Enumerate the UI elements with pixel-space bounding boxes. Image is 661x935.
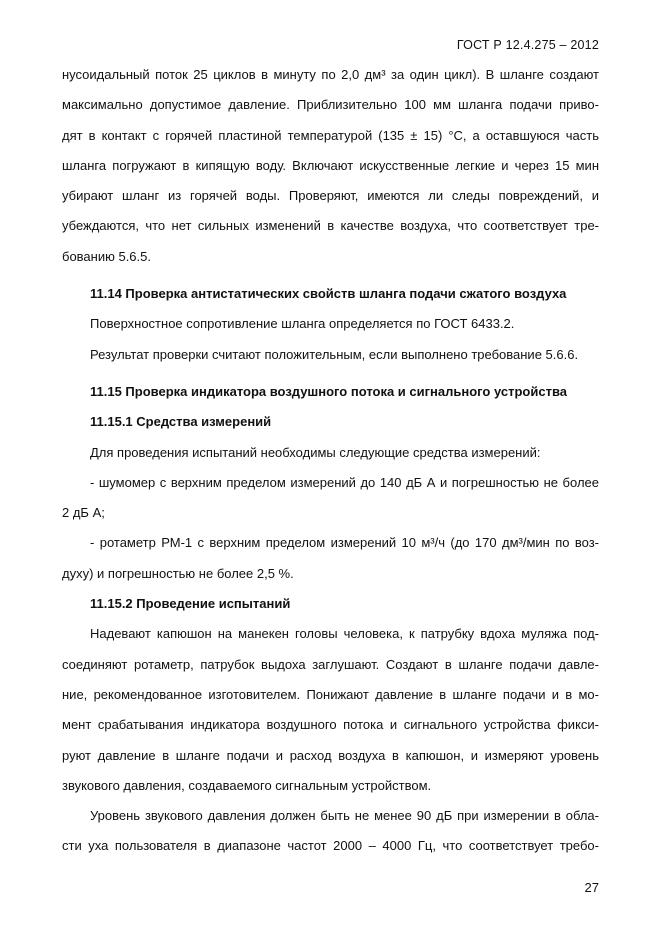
list-item-line: 2 дБ А;: [62, 505, 105, 521]
text-line: нусоидальный поток 25 циклов в минуту по 2,0 дм³ за один цикл). В шланге создают: [62, 67, 599, 82]
paragraph: Поверхностное сопротивление шланга определяется по ГОСТ 6433.2.: [90, 316, 515, 332]
section-heading-11-15: 11.15 Проверка индикатора воздушного потока и сигнального устройства: [90, 383, 567, 399]
document-code: ГОСТ Р 12.4.275 – 2012: [456, 38, 599, 52]
list-item-line: - ротаметр РМ-1 с верхним пределом измерений 10 м³/ч (до 170 дм³/мин по воз-: [90, 535, 599, 551]
subsection-heading-11-15-1: 11.15.1 Средства измерений: [90, 414, 272, 430]
subsection-heading-11-15-2: 11.15.2 Проведение испытаний: [90, 596, 291, 612]
text-line: соединяют ротаметр, патрубок выдоха заглушают. Создают в шланге подачи давле-: [62, 656, 599, 672]
text-line: дят в контакт с горячей пластиной температурой (135 ± 15) °С, а оставшуюся часть: [62, 127, 599, 143]
paragraph: Для проведения испытаний необходимы следующие средства измерений:: [90, 444, 541, 460]
section-heading-11-14: 11.14 Проверка антистатических свойств шланга подачи сжатого воздуха: [90, 286, 567, 302]
text-line: максимально допустимое давление. Приблизительно 100 мм шланга подачи приво-: [62, 97, 599, 113]
text-line: убирают шланг из горячей воды. Проверяют, имеются ли следы повреждений, и: [62, 188, 599, 204]
list-item-line: - шумомер с верхним пределом измерений до 140 дБ А и погрешностью не более: [90, 474, 599, 490]
text-line: Уровень звукового давления должен быть не менее 90 дБ при измерении в обла-: [90, 808, 599, 824]
page-body: [62, 60, 599, 862]
text-line: сти уха пользователя в диапазоне частот 2000 – 4000 Гц, что соответствует требо-: [62, 838, 599, 854]
text-line: ние, рекомендованное изготовителем. Понижают давление в шланге подачи и в мо-: [62, 686, 599, 702]
text-line: Надевают капюшон на манекен головы человека, к патрубку вдоха муляжа под-: [90, 626, 599, 642]
text-line: звукового давления, создаваемого сигнальным устройством.: [62, 777, 432, 793]
text-line: бованию 5.6.5.: [62, 248, 151, 264]
text-line: мент срабатывания индикатора воздушного потока и сигнального устройства фикси-: [62, 717, 599, 733]
text-line: руют давление в шланге подачи и расход воздуха в капюшон, и измеряют уровень: [62, 747, 599, 763]
page-number: 27: [584, 880, 599, 895]
paragraph: Результат проверки считают положительным, если выполнено требование 5.6.6.: [90, 346, 579, 362]
list-item-line: духу) и погрешностью не более 2,5 %.: [62, 565, 294, 581]
text-line: убеждаются, что нет сильных изменений в качестве воздуха, что соответствует тре-: [62, 218, 599, 234]
text-line: шланга погружают в кипящую воду. Включают искусственные легкие и через 15 мин: [62, 157, 599, 173]
